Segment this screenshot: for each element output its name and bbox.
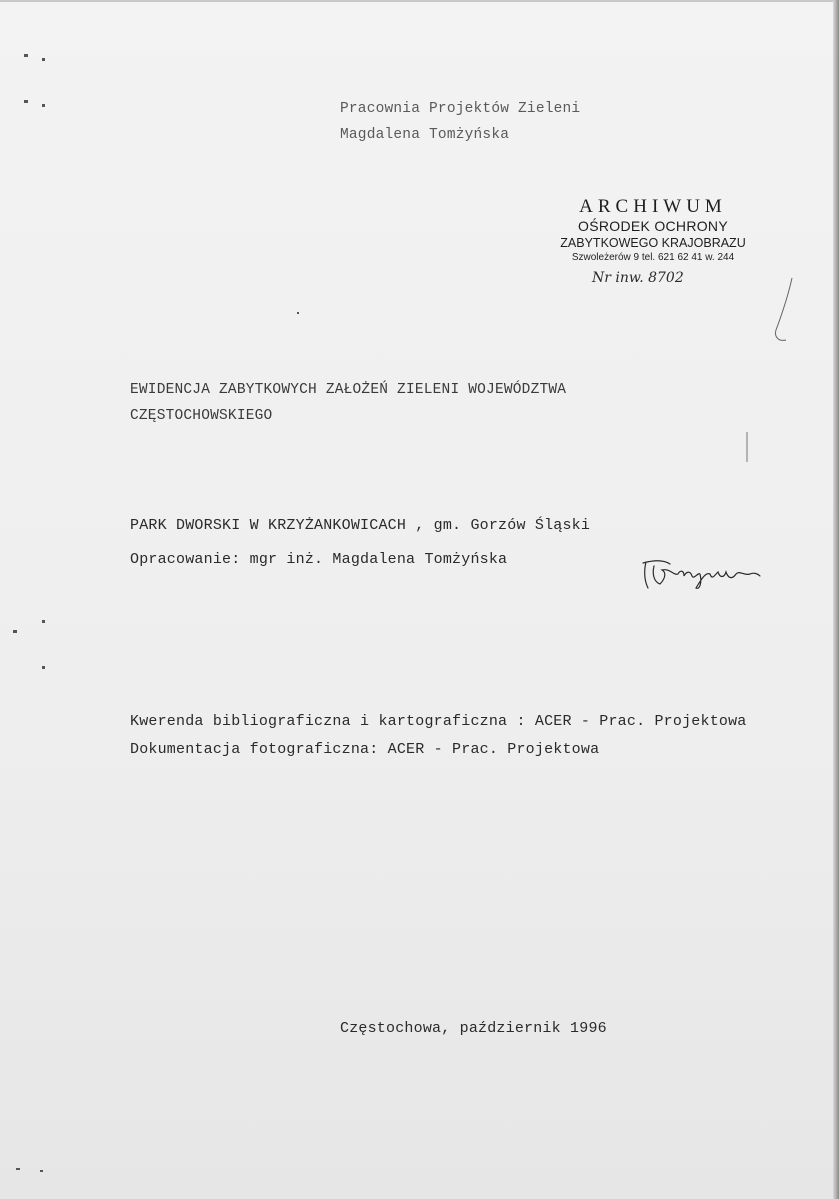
handwritten-signature — [640, 556, 762, 592]
scan-mark — [24, 54, 28, 57]
page-right-edge — [833, 0, 839, 1199]
header-studio-name: Pracownia Projektów Zieleni — [340, 101, 581, 117]
scan-mark — [16, 1168, 20, 1170]
header-author-name: Magdalena Tomżyńska — [340, 127, 510, 143]
scan-mark — [42, 666, 45, 669]
scan-mark — [40, 1170, 43, 1172]
stamp-line-2: ZABYTKOWEGO KRAJOBRAZU — [560, 236, 746, 250]
author-line: Opracowanie: mgr inż. Magdalena Tomżyńska — [130, 551, 508, 568]
scan-mark — [42, 620, 45, 623]
park-name: PARK DWORSKI W KRZYŻANKOWICACH , gm. Gorzów Śląski — [130, 517, 591, 534]
document-title-line-1: EWIDENCJA ZABYTKOWYCH ZAŁOŻEŃ ZIELENI WOJEWÓDZTWA — [130, 382, 567, 398]
scan-mark — [24, 100, 28, 103]
pencil-margin-tick — [742, 430, 752, 466]
scan-mark — [42, 104, 45, 107]
scan-mark — [42, 58, 45, 61]
credits-line-1: Kwerenda bibliograficzna i kartograficzna : ACER - Prac. Projektowa — [130, 713, 747, 730]
page-top-edge — [0, 0, 839, 2]
stamp-line-3: Szwoleżerów 9 tel. 621 62 41 w. 244 — [571, 252, 735, 263]
inventory-number: Nr inw. 8702 — [592, 270, 684, 286]
document-title-line-2: CZĘSTOCHOWSKIEGO — [130, 408, 273, 424]
pencil-margin-mark — [764, 276, 794, 346]
scan-mark — [13, 630, 17, 633]
stamp-title: ARCHIWUM — [579, 196, 727, 217]
archive-stamp — [548, 196, 758, 265]
scan-mark — [297, 312, 299, 314]
stamp-line-1: OŚRODEK OCHRONY — [578, 218, 728, 234]
credits-line-2: Dokumentacja fotograficzna: ACER - Prac. Projektowa — [130, 741, 600, 758]
place-and-date: Częstochowa, październik 1996 — [340, 1020, 607, 1037]
